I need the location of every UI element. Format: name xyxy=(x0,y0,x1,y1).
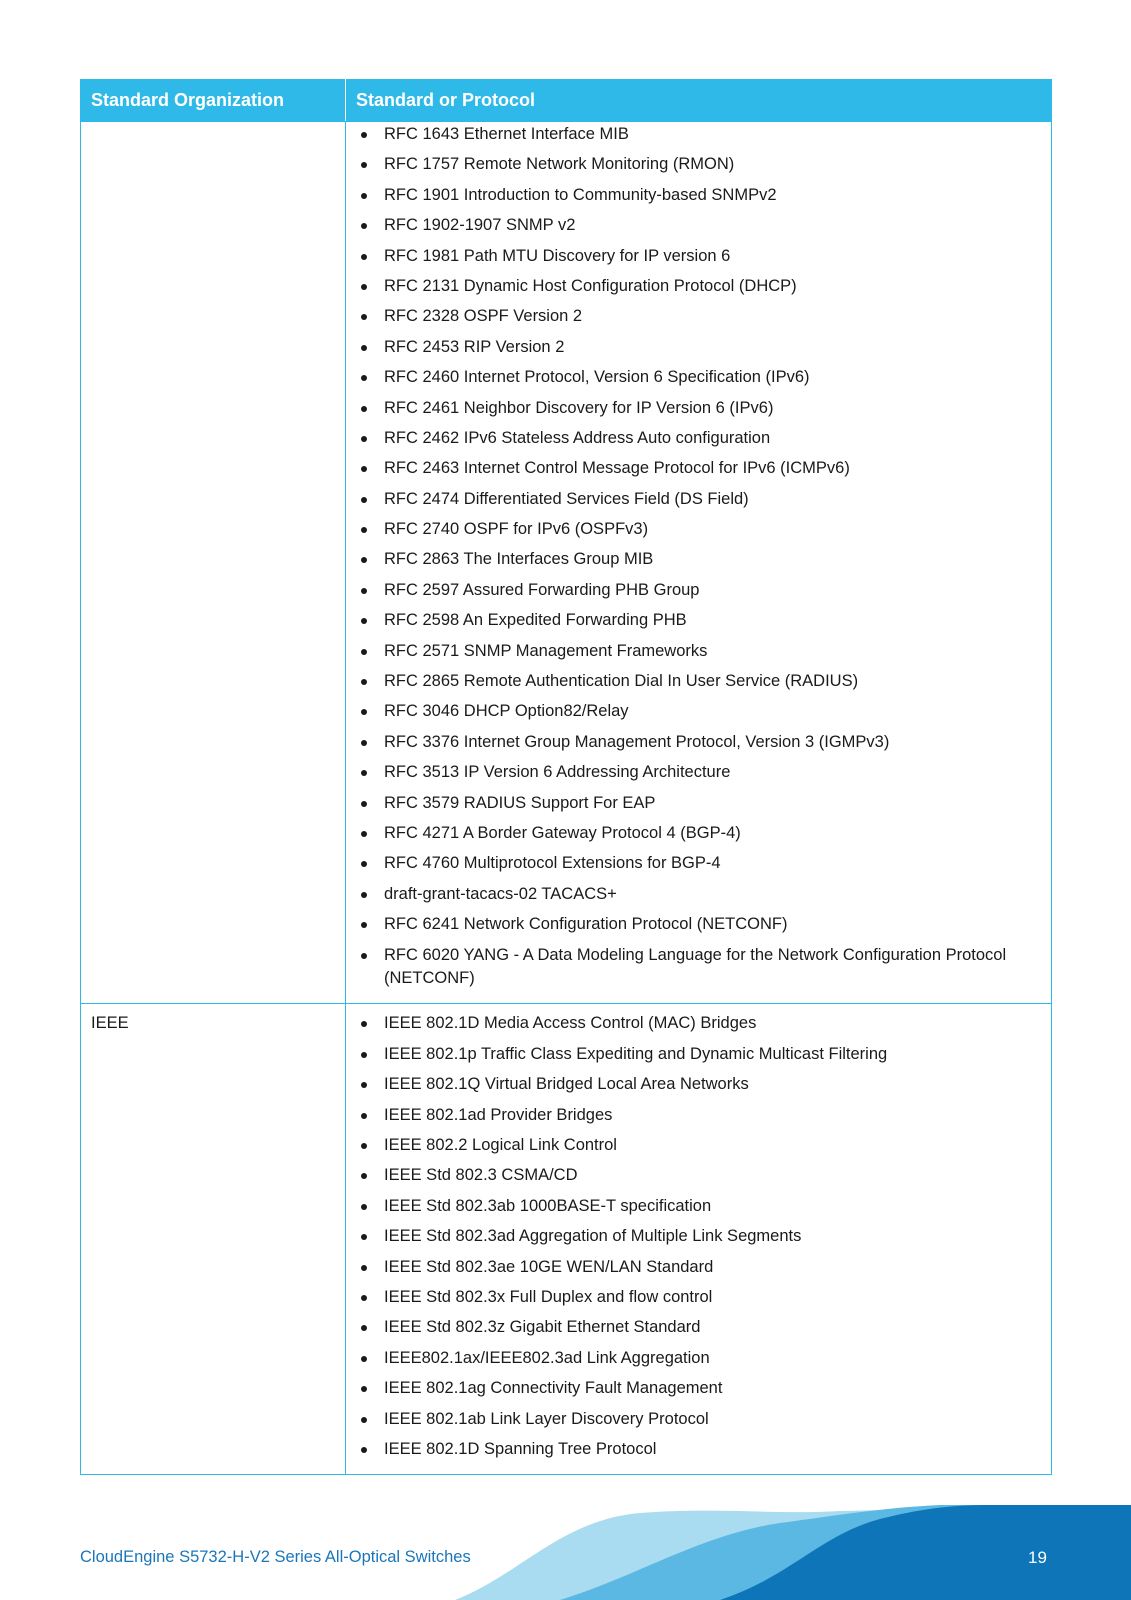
list-item: IEEE Std 802.3ad Aggregation of Multiple Link Segments xyxy=(346,1225,1041,1249)
list-item: IEEE 802.1Q Virtual Bridged Local Area Networks xyxy=(346,1073,1041,1097)
list-item: RFC 3579 RADIUS Support For EAP xyxy=(346,792,1041,816)
protocol-cell xyxy=(346,122,1052,1004)
header-standard-or-protocol: Standard or Protocol xyxy=(346,80,1052,122)
list-item: RFC 4760 Multiprotocol Extensions for BGP-4 xyxy=(346,852,1041,876)
list-item: RFC 2463 Internet Control Message Protocol for IPv6 (ICMPv6) xyxy=(346,457,1041,481)
list-item: IEEE Std 802.3z Gigabit Ethernet Standard xyxy=(346,1316,1041,1340)
list-item: RFC 2474 Differentiated Services Field (DS Field) xyxy=(346,488,1041,512)
list-item: RFC 2328 OSPF Version 2 xyxy=(346,305,1041,329)
list-item: RFC 1901 Introduction to Community-based SNMPv2 xyxy=(346,184,1041,208)
list-item: RFC 2460 Internet Protocol, Version 6 Specification (IPv6) xyxy=(346,366,1041,390)
list-item: IEEE802.1ax/IEEE802.3ad Link Aggregation xyxy=(346,1347,1041,1371)
list-item: RFC 6241 Network Configuration Protocol (NETCONF) xyxy=(346,913,1041,937)
list-item: IEEE Std 802.3 CSMA/CD xyxy=(346,1164,1041,1188)
list-item: IEEE 802.1ag Connectivity Fault Management xyxy=(346,1377,1041,1401)
list-item: IEEE 802.1D Spanning Tree Protocol xyxy=(346,1438,1041,1462)
list-item: IEEE 802.2 Logical Link Control xyxy=(346,1134,1041,1158)
list-item: RFC 3046 DHCP Option82/Relay xyxy=(346,700,1041,724)
list-item: RFC 2598 An Expedited Forwarding PHB xyxy=(346,609,1041,633)
org-cell xyxy=(81,122,346,1004)
list-item: IEEE 802.1ab Link Layer Discovery Protocol xyxy=(346,1408,1041,1432)
list-item: RFC 2597 Assured Forwarding PHB Group xyxy=(346,579,1041,603)
list-item: IEEE Std 802.3x Full Duplex and flow control xyxy=(346,1286,1041,1310)
standards-table xyxy=(80,79,1052,1475)
list-item: RFC 4271 A Border Gateway Protocol 4 (BGP-4) xyxy=(346,822,1041,846)
header-standard-organization: Standard Organization xyxy=(81,80,346,122)
list-item: RFC 2462 IPv6 Stateless Address Auto configuration xyxy=(346,427,1041,451)
list-item: RFC 2865 Remote Authentication Dial In User Service (RADIUS) xyxy=(346,670,1041,694)
list-item: draft-grant-tacacs-02 TACACS+ xyxy=(346,883,1041,907)
list-item: RFC 3513 IP Version 6 Addressing Architecture xyxy=(346,761,1041,785)
list-item: RFC 2571 SNMP Management Frameworks xyxy=(346,640,1041,664)
list-item: RFC 2131 Dynamic Host Configuration Protocol (DHCP) xyxy=(346,275,1041,299)
table-header-row xyxy=(81,80,1052,122)
list-item: RFC 2740 OSPF for IPv6 (OSPFv3) xyxy=(346,518,1041,542)
list-item: IEEE Std 802.3ab 1000BASE-T specification xyxy=(346,1195,1041,1219)
org-cell: IEEE xyxy=(81,1004,346,1475)
list-item: RFC 1902-1907 SNMP v2 xyxy=(346,214,1041,238)
list-item: RFC 3376 Internet Group Management Protocol, Version 3 (IGMPv3) xyxy=(346,731,1041,755)
list-item: IEEE 802.1p Traffic Class Expediting and Dynamic Multicast Filtering xyxy=(346,1043,1041,1067)
list-item: RFC 2461 Neighbor Discovery for IP Version 6 (IPv6) xyxy=(346,397,1041,421)
list-item: RFC 2863 The Interfaces Group MIB xyxy=(346,548,1041,572)
list-item: RFC 1643 Ethernet Interface MIB xyxy=(346,123,1041,147)
protocol-cell xyxy=(346,1004,1052,1475)
protocol-list xyxy=(346,1012,1041,1461)
list-item: RFC 2453 RIP Version 2 xyxy=(346,336,1041,360)
table-row xyxy=(81,122,1052,1004)
page-number: 19 xyxy=(1028,1548,1047,1567)
list-item: RFC 6020 YANG - A Data Modeling Language for the Network Configuration Protocol (NETCONF) xyxy=(346,944,1041,991)
table-row xyxy=(81,1004,1052,1475)
footer-document-title: CloudEngine S5732-H-V2 Series All-Optical Switches xyxy=(80,1548,471,1566)
list-item: IEEE 802.1D Media Access Control (MAC) Bridges xyxy=(346,1012,1041,1036)
list-item: RFC 1981 Path MTU Discovery for IP version 6 xyxy=(346,245,1041,269)
list-item: IEEE 802.1ad Provider Bridges xyxy=(346,1104,1041,1128)
list-item: IEEE Std 802.3ae 10GE WEN/LAN Standard xyxy=(346,1256,1041,1280)
list-item: RFC 1757 Remote Network Monitoring (RMON) xyxy=(346,153,1041,177)
protocol-list xyxy=(346,123,1041,991)
